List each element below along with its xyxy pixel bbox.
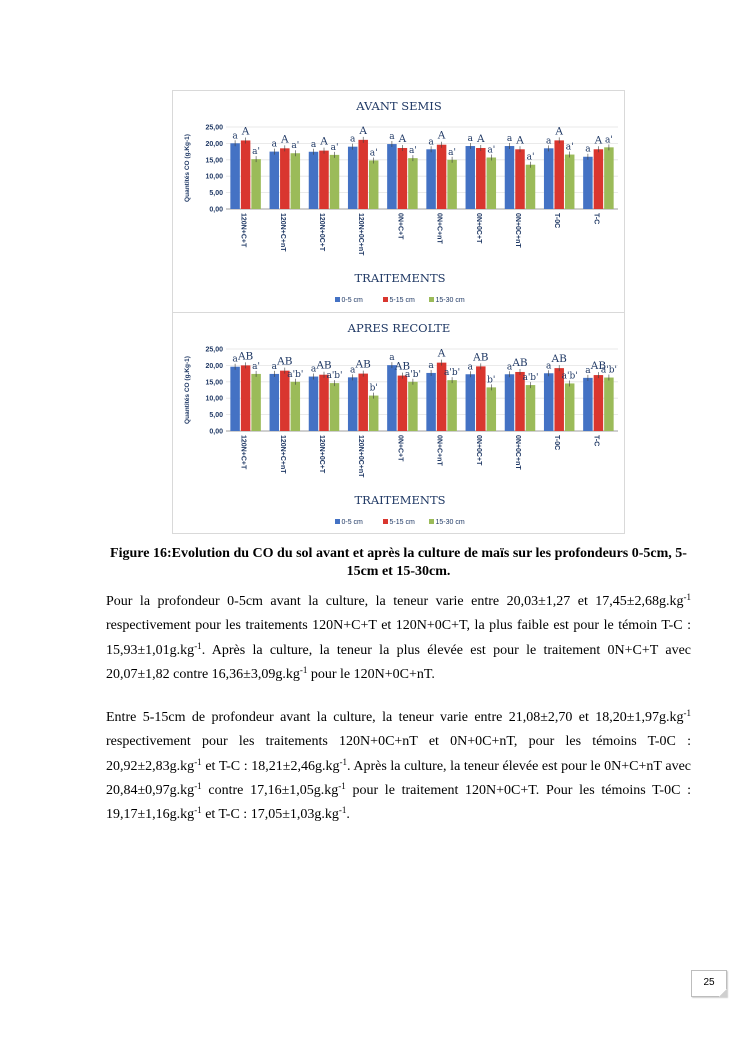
c2-significance-letter: a'b' <box>404 369 421 380</box>
c2-x-tick-label: 120N+0C+T <box>318 435 325 474</box>
c2-significance-letter: a <box>506 362 513 373</box>
c2-y-tick-label: 25,00 <box>205 346 223 354</box>
c2-legend-swatch <box>383 519 388 524</box>
c2-legend-label: 15-30 cm <box>435 519 465 526</box>
c2-title: APRES RECOLTE <box>347 321 451 335</box>
c1-significance-letter: A <box>398 132 407 145</box>
c1-legend-label: 5-15 cm <box>389 297 415 304</box>
c1-y-tick-label: 15,00 <box>205 157 223 165</box>
c1-bar <box>594 149 604 209</box>
c1-bar <box>476 148 486 209</box>
c1-y-tick-label: 25,00 <box>205 124 223 132</box>
c1-significance-letter: A <box>241 125 250 138</box>
c1-bar <box>280 148 290 209</box>
c1-bar <box>466 146 476 209</box>
c2-bar <box>330 383 340 431</box>
c2-legend-label: 0-5 cm <box>341 519 363 526</box>
c2-legend-swatch <box>429 519 434 524</box>
c2-significance-letter: AB <box>277 355 293 368</box>
c1-x-tick-label: 0N+C+T <box>396 213 404 240</box>
c2-bar <box>526 385 536 431</box>
c1-significance-letter: a <box>389 132 395 143</box>
c1-bar <box>505 146 515 209</box>
c1-bar <box>241 140 251 209</box>
c1-significance-letter: a <box>585 144 591 155</box>
c1-x-tick-label: 120N+C+T <box>239 213 247 248</box>
c2-significance-letter: a'b' <box>326 371 343 382</box>
c2-significance-letter: AB <box>590 360 607 373</box>
c2-bar <box>241 365 251 431</box>
c1-bar <box>309 152 319 209</box>
c1-x-axis-title: TRAITEMENTS <box>354 271 446 285</box>
c1-y-tick-label: 10,00 <box>205 173 223 181</box>
c2-bar <box>466 374 476 431</box>
c1-x-tick-label: T-0C <box>553 213 561 229</box>
c2-significance-letter: a'b' <box>561 371 578 382</box>
c1-bar <box>330 155 340 209</box>
c1-x-tick-label: 120N+0C+T <box>318 213 325 252</box>
c2-legend-swatch <box>335 519 340 524</box>
c1-significance-letter: a' <box>526 152 535 163</box>
chart-avant-semis <box>173 91 624 312</box>
c2-x-tick-label: 120N+C+T <box>239 435 247 470</box>
c1-bar <box>251 159 261 209</box>
c1-significance-letter: a' <box>448 147 457 158</box>
c1-significance-letter: A <box>359 124 367 137</box>
c2-bar <box>270 374 280 431</box>
c2-bar <box>544 373 554 431</box>
c1-bar <box>447 160 457 209</box>
c1-bar <box>270 152 280 209</box>
c2-bar <box>230 367 240 431</box>
c2-bar <box>348 377 358 431</box>
c2-bar <box>426 373 436 431</box>
c1-significance-letter: a' <box>330 142 339 153</box>
c1-bar <box>369 160 379 209</box>
c1-bar <box>526 165 536 209</box>
c2-significance-letter: AB <box>512 356 528 369</box>
c2-significance-letter: AB <box>237 350 254 363</box>
c2-significance-letter: a <box>546 361 552 372</box>
c2-x-tick-label: 0N+0C+nT <box>514 435 521 470</box>
c2-x-axis-title: TRAITEMENTS <box>354 493 446 507</box>
c2-bar <box>487 387 497 431</box>
c1-x-tick-label: 0N+0C+nT <box>514 213 521 248</box>
c1-significance-letter: a' <box>565 142 574 153</box>
chart-apres-recolte <box>173 313 624 534</box>
c1-significance-letter: A <box>594 134 603 147</box>
c2-y-tick-label: 0,00 <box>209 428 223 436</box>
c1-bar <box>583 157 593 209</box>
c1-bar <box>230 143 240 209</box>
c2-bar <box>408 382 418 431</box>
page-number: 25 <box>691 970 727 997</box>
paragraph-2: Entre 5-15cm de profondeur avant la culture, la teneur varie entre 21,08±2,70 et $18,20\pm 1,97g.kg^{-1}$ respectivement pour les traitements 120N+0C+nT et 0N+0C+nT, pour les témoins T-0C : $20,92\pm 2,83g.kg^{-1}$ et T-C : $18,21\pm 2,46g.kg^{-1}$. Après la culture, la teneur élevée est pour le 0N+C+nT avec $20,84\pm 0,97g.kg^{-1}$ contre $17,16\pm 1,05g.kg^{-1}$ pour le traitement 120N+0C+T. Pour les témoins T-0C : $19,17\pm 1,16g.kg^{-1}$ et T-C : $17,05\pm 1,03g.kg^{-1}$. <box>106 708 692 823</box>
c2-significance-letter: AB <box>355 358 371 371</box>
c2-bar <box>565 383 575 431</box>
c1-significance-letter: a' <box>252 147 261 158</box>
c2-x-tick-label: 120N+C+nT <box>278 435 286 474</box>
c1-significance-letter: A <box>477 132 485 145</box>
c2-bar <box>476 366 486 431</box>
c1-x-tick-label: T-C <box>592 213 600 225</box>
c1-x-tick-label: 120N+0C+nT <box>357 213 365 256</box>
c1-bar <box>604 147 614 209</box>
c1-bar <box>387 144 397 209</box>
c1-significance-letter: a <box>350 134 356 145</box>
c2-significance-letter: a <box>428 360 434 371</box>
c2-bar <box>319 375 329 431</box>
c1-bar <box>319 151 329 209</box>
c2-bar <box>369 396 379 431</box>
c2-significance-letter: a <box>467 362 473 373</box>
c1-bar <box>408 158 418 209</box>
c1-significance-letter: a <box>506 134 513 145</box>
c2-bar <box>251 374 261 431</box>
c1-x-tick-label: 120N+C+nT <box>278 213 286 252</box>
c2-significance-letter: a'b' <box>287 369 304 380</box>
c2-x-tick-label: T-C <box>592 435 600 447</box>
c1-significance-letter: a <box>428 137 434 148</box>
c1-bar <box>291 153 301 209</box>
c2-x-tick-label: 0N+0C+T <box>474 435 482 466</box>
c2-bar <box>398 376 408 431</box>
c1-bar <box>544 148 554 209</box>
c1-bar <box>515 149 525 209</box>
c2-bar <box>604 378 614 431</box>
c2-y-axis-label: Quantités CO (g.Kg-1) <box>184 356 191 424</box>
c2-bar <box>309 377 319 431</box>
c2-significance-letter: a'b' <box>600 365 617 376</box>
c2-significance-letter: a' <box>252 361 261 372</box>
c2-significance-letter: AB <box>473 351 489 364</box>
c1-significance-letter: A <box>516 134 524 147</box>
c2-significance-letter: a <box>271 361 277 372</box>
c2-significance-letter: AB <box>394 360 411 373</box>
c1-significance-letter: A <box>281 133 289 146</box>
c2-x-tick-label: 0N+C+T <box>396 435 404 462</box>
c2-significance-letter: a <box>389 353 395 364</box>
c2-y-tick-label: 5,00 <box>209 412 223 420</box>
c1-y-axis-label: Quantités CO (g.Kg-1) <box>184 134 191 202</box>
c1-significance-letter: a <box>232 131 238 142</box>
c2-significance-letter: b' <box>369 383 378 394</box>
c2-bar <box>583 378 593 431</box>
c1-significance-letter: a <box>467 134 473 145</box>
c1-title: AVANT SEMIS <box>356 99 442 113</box>
c1-significance-letter: a <box>271 139 277 150</box>
c1-bar <box>487 158 497 209</box>
c1-significance-letter: a <box>310 139 317 150</box>
c1-bar <box>437 145 447 209</box>
c2-significance-letter: a <box>350 365 356 376</box>
c1-significance-letter: a' <box>291 141 300 152</box>
c2-legend-label: 5-15 cm <box>389 519 415 526</box>
c1-legend-label: 0-5 cm <box>341 297 363 304</box>
c1-bar <box>565 155 575 209</box>
c1-bar <box>348 147 358 209</box>
figure-frame <box>172 90 625 534</box>
c2-significance-letter: a <box>585 365 591 376</box>
c1-bar <box>358 140 368 209</box>
c1-legend-swatch <box>383 297 388 302</box>
c1-y-tick-label: 20,00 <box>205 140 223 148</box>
c1-y-tick-label: 5,00 <box>209 190 223 198</box>
c1-significance-letter: a' <box>369 148 378 159</box>
c2-significance-letter: a'b' <box>444 368 461 379</box>
c2-significance-letter: a <box>310 364 317 375</box>
c2-bar <box>594 375 604 431</box>
c2-x-tick-label: 120N+0C+nT <box>357 435 365 478</box>
c1-legend-swatch <box>429 297 434 302</box>
c1-significance-letter: a' <box>408 146 417 157</box>
c2-bar <box>358 374 368 431</box>
c1-bar <box>426 149 436 209</box>
c2-significance-letter: b' <box>487 375 496 386</box>
c1-significance-letter: A <box>437 129 446 142</box>
c1-x-tick-label: 0N+C+nT <box>435 213 443 244</box>
c2-significance-letter: AB <box>316 359 332 372</box>
c1-bar <box>398 148 408 209</box>
c2-y-tick-label: 15,00 <box>205 379 223 387</box>
c2-bar <box>387 365 397 431</box>
c1-x-tick-label: 0N+0C+T <box>474 213 482 244</box>
c2-x-tick-label: T-0C <box>553 435 561 451</box>
paragraph-1: Pour la profondeur 0-5cm avant la culture, la teneur varie entre 20,03±1,27 et $17,45\pm 2,68g.kg^{-1}$ respectivement pour les traitements 120N+C+T et 120N+0C+T, la plus faible est pour le témoin T-C : $15,93\pm 1,01g.kg^{-1}$. Après la culture, la teneur la plus élevée est pour le traitement 0N+C+T avec 20,07±1,82 contre $16,36\pm 3,09g.kg^{-1}$ pour le 120N+0C+nT. <box>106 592 691 682</box>
c1-significance-letter: A <box>320 135 328 148</box>
c2-x-tick-label: 0N+C+nT <box>435 435 443 466</box>
c1-y-tick-label: 0,00 <box>209 206 223 214</box>
c1-significance-letter: a' <box>487 145 496 156</box>
c2-significance-letter: A <box>437 347 446 360</box>
figure-caption: Figure 16:Evolution du CO du sol avant et après la culture de maïs sur les profondeurs 0-5cm, 5-15cm et 15-30cm. <box>110 546 687 579</box>
c1-significance-letter: A <box>555 125 563 138</box>
c1-bar <box>554 140 564 209</box>
c2-bar <box>291 382 301 431</box>
c1-significance-letter: a' <box>604 135 613 146</box>
c1-legend-label: 15-30 cm <box>435 297 465 304</box>
c2-bar <box>447 380 457 431</box>
c2-y-tick-label: 10,00 <box>205 395 223 403</box>
c2-significance-letter: AB <box>551 353 567 366</box>
c1-significance-letter: a <box>546 136 552 147</box>
c2-y-tick-label: 20,00 <box>205 362 223 370</box>
c1-legend-swatch <box>335 297 340 302</box>
c2-significance-letter: a <box>232 354 238 365</box>
c2-significance-letter: a'b' <box>522 373 539 384</box>
c2-bar <box>505 374 515 431</box>
